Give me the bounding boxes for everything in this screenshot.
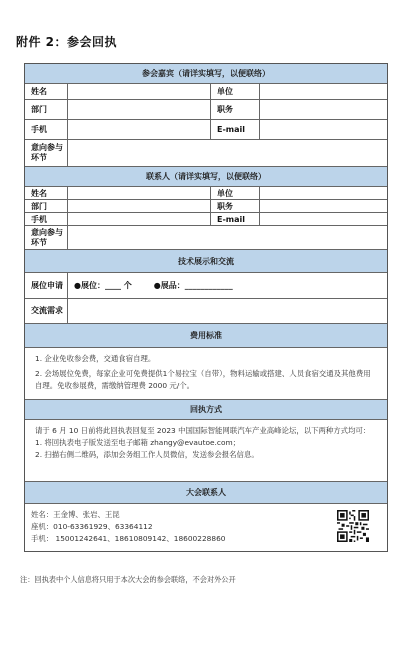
reply-form xyxy=(24,63,388,552)
guest-unit-field[interactable] xyxy=(259,84,387,99)
guest-row-intent xyxy=(25,139,387,166)
section-guest-title: 参会嘉宾（请详实填写，以便联络） xyxy=(142,69,270,78)
booth-label: 展位申请 xyxy=(31,280,63,290)
reply-list xyxy=(25,420,380,481)
section-conf-contact-header xyxy=(25,481,387,503)
reply-content xyxy=(25,419,387,481)
conf-contact-list xyxy=(25,504,235,551)
guest-dept-field[interactable] xyxy=(67,100,210,119)
contact-email-label: E-mail xyxy=(210,213,259,225)
guest-row-name xyxy=(25,83,387,99)
conf-contact-landline: 座机：010-63361929、63364112 xyxy=(31,522,153,531)
section-conf-contact-title: 大会联系人 xyxy=(186,488,226,497)
dept-label: 部门 xyxy=(31,105,47,114)
section-reply-title: 回执方式 xyxy=(190,405,222,414)
guest-email-field[interactable] xyxy=(259,120,387,139)
conf-contact-names: 姓名：王金博、张岩、王昆 xyxy=(31,510,120,519)
contact-position-label: 职务 xyxy=(210,200,259,212)
booth-count-text: ●展位：____ 个 xyxy=(74,281,132,290)
contact-phone-label: 手机 xyxy=(31,214,47,224)
contact-unit-field[interactable] xyxy=(259,187,387,199)
exhibit-row-booth xyxy=(25,272,387,298)
contact-row-intent xyxy=(25,225,387,249)
contact-unit-label: 单位 xyxy=(210,187,259,199)
section-contact-header xyxy=(25,166,387,186)
contact-row-name xyxy=(25,186,387,199)
section-guest-header xyxy=(25,64,387,83)
contact-position-field[interactable] xyxy=(259,200,387,212)
reply-item: 2. 扫描右侧二维码，添加会务组工作人员微信，发送参会报名信息。 xyxy=(35,450,259,459)
guest-intent-field[interactable] xyxy=(67,140,387,166)
guest-row-dept xyxy=(25,99,387,119)
guest-name-field[interactable] xyxy=(67,84,210,99)
guest-position-field[interactable] xyxy=(259,100,387,119)
qr-code-icon xyxy=(337,510,369,542)
section-fee-title: 费用标准 xyxy=(190,331,222,340)
contact-intent-field[interactable] xyxy=(67,226,387,249)
phone-label: 手机 xyxy=(31,125,47,134)
guest-row-phone xyxy=(25,119,387,139)
reply-item: 1. 将回执表电子版发送至电子邮箱 zhangy@evautoe.com； xyxy=(35,438,241,447)
section-exhibit-header xyxy=(25,249,387,272)
reply-intro: 请于 6 月 10 日前将此回执表回复至 2023 中国国际智能网联汽车产业高峰论坛，以下两种方式均可： xyxy=(35,426,371,435)
section-exhibit-title: 技术展示和交流 xyxy=(178,256,234,266)
section-fee-header xyxy=(25,323,387,347)
section-contact-title: 联系人（请详实填写，以便联络） xyxy=(146,172,266,181)
guest-phone-field[interactable] xyxy=(67,120,210,139)
conf-contact-content xyxy=(25,503,387,551)
fee-list xyxy=(25,348,387,399)
name-label: 姓名 xyxy=(31,87,47,96)
contact-dept-label: 部门 xyxy=(31,201,47,211)
contact-email-field[interactable] xyxy=(259,213,387,225)
unit-label: 单位 xyxy=(210,84,259,99)
booth-field[interactable] xyxy=(67,273,387,298)
exhibit-row-exchange xyxy=(25,298,387,323)
contact-intent-label: 意向参与环节 xyxy=(31,227,63,247)
position-label: 职务 xyxy=(210,100,259,119)
contact-row-dept xyxy=(25,199,387,212)
exchange-field[interactable] xyxy=(67,299,387,323)
contact-name-label: 姓名 xyxy=(31,188,47,198)
contact-phone-field[interactable] xyxy=(67,213,210,225)
footnote: 注：回执表中个人信息将只用于本次大会的参会联络，不会对外公开 xyxy=(20,575,236,584)
email-label: E-mail xyxy=(210,120,259,139)
fee-item: 1. 企业免收参会费，交通食宿自理。 xyxy=(35,354,156,363)
conf-contact-mobile: 手机： 15001242641、18610809142、18600228860 xyxy=(31,534,226,543)
page-title: 附件 2：参会回执 xyxy=(16,35,118,49)
contact-dept-field[interactable] xyxy=(67,200,210,212)
fee-content xyxy=(25,347,387,399)
contact-name-field[interactable] xyxy=(67,187,210,199)
exchange-label: 交流需求 xyxy=(31,306,63,315)
contact-row-phone xyxy=(25,212,387,225)
exhibit-item-text: ●展品：____________ xyxy=(153,281,233,290)
fee-item: 2. 会场展位免费，每家企业可免费提供1个易拉宝（自带），物料运输或搭建、人员食宿交通及其他费用自理。免收参展费，需缴纳管理费 2000 元/个。 xyxy=(35,369,371,390)
section-reply-header xyxy=(25,399,387,419)
intent-label: 意向参与环节 xyxy=(31,143,63,162)
